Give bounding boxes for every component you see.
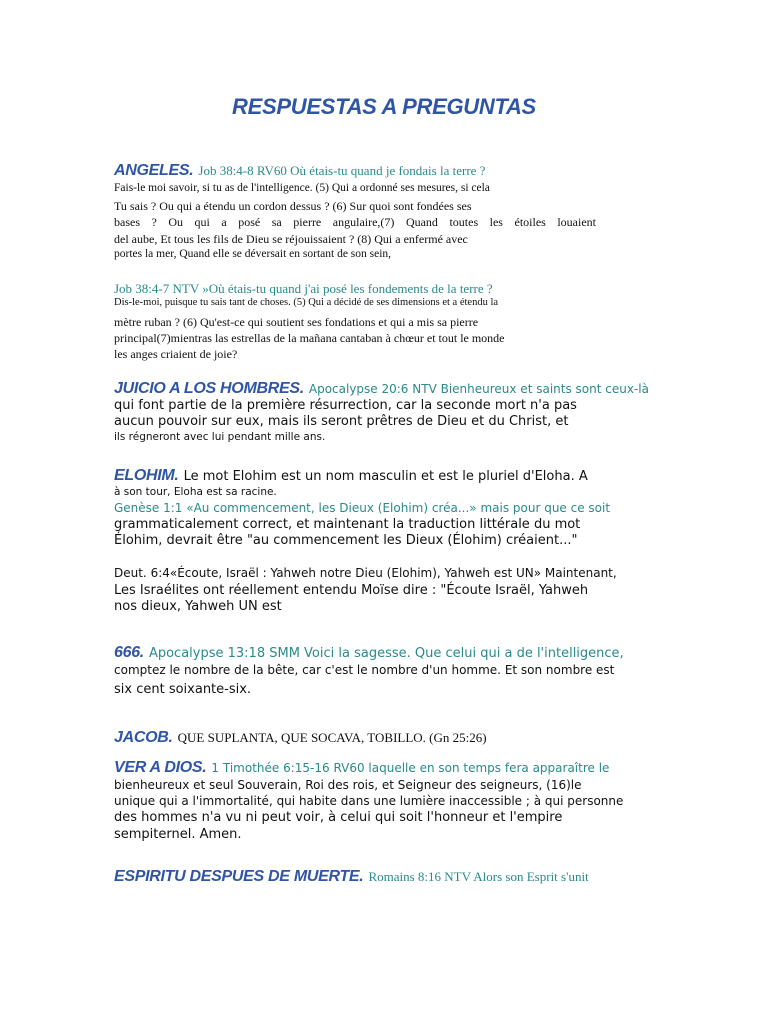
juicio-line-1: qui font partie de la première résurrection, car la seconde mort n'a pas: [114, 398, 577, 413]
n666-reference: Apocalypse 13:18 SMM Voici la sagesse. Que celui qui a de l'intelligence,: [148, 646, 624, 661]
section-heading-elohim: ELOHIM.: [114, 467, 179, 484]
elohim-line-5: Élohim, devrait être "au commencement les Dieux (Élohim) créaient...": [114, 533, 578, 548]
juicio-reference: Apocalypse 20:6 NTV Bienheureux et saints sont ceux-là: [308, 382, 649, 396]
n666-line-1: comptez le nombre de la bête, car c'est le nombre d'un homme. Et son nombre est: [114, 663, 615, 677]
angeles-line-3: bases ? Ou qui a posé sa pierre angulaire,(7) Quand toutes les étoiles louaient: [114, 215, 596, 229]
elohim-line-4: grammaticalement correct, et maintenant la traduction littérale du mot: [114, 517, 581, 532]
section-heading-espiritu: ESPIRITU DESPUES DE MUERTE.: [114, 868, 364, 885]
elohim-reference: Genèse 1:1 «Au commencement, les Dieux (Elohim) créa...» mais pour que ce soit: [114, 501, 611, 515]
verdios-line-3: des hommes n'a vu ni peut voir, à celui qui soit l'honneur et l'empire: [114, 810, 563, 825]
elohim-line-8: nos dieux, Yahweh UN est: [114, 599, 282, 614]
verdios-line-4: sempiternel. Amen.: [114, 827, 242, 842]
jacob-heading-line: [114, 729, 487, 747]
elohim-line-7: Les Israélites ont réellement entendu Moïse dire : "Écoute Israël, Yahweh: [114, 583, 589, 598]
section-heading-ver-a-dios: VER A DIOS.: [114, 759, 207, 776]
juicio-line-3: ils régneront avec lui pendant mille ans.: [114, 431, 326, 443]
section-heading-angeles: ANGELES.: [114, 162, 194, 179]
verdios-line-2: unique qui a l'immortalité, qui habite dans une lumière inaccessible ; à qui personne: [114, 794, 624, 808]
elohim-heading-line: [114, 467, 588, 485]
juicio-line-2: aucun pouvoir sur eux, mais ils seront prêtres de Dieu et du Christ, et: [114, 414, 569, 429]
elohim-line-2: à son tour, Eloha est sa racine.: [114, 486, 277, 498]
angeles-reference-2: Job 38:4-7 NTV »Où étais-tu quand j'ai posé les fondements de la terre ?: [114, 281, 493, 296]
section-heading-666: 666.: [114, 644, 144, 661]
angeles-line-2: Tu sais ? Ou qui a étendu un cordon dessus ? (6) Sur quoi sont fondées ses: [114, 199, 472, 213]
n666-line-2: six cent soixante-six.: [114, 682, 252, 697]
section-heading-jacob: JACOB.: [114, 729, 173, 746]
espiritu-reference: Romains 8:16 NTV Alors son Esprit s'unit: [368, 869, 589, 884]
angeles-line-6: Dis-le-moi, puisque tu sais tant de choses. (5) Qui a décidé de ses dimensions et a étendu la: [114, 297, 499, 308]
elohim-line-1: Le mot Elohim est un nom masculin et est le pluriel d'Eloha. A: [183, 469, 588, 484]
juicio-heading-line: [114, 380, 649, 398]
angeles-line-9: les anges criaient de joie?: [114, 347, 238, 361]
angeles-line-1: Fais-le moi savoir, si tu as de l'intelligence. (5) Qui a ordonné ses mesures, si cela: [114, 182, 490, 194]
angeles-line-4: del aube, Et tous les fils de Dieu se réjouissaient ? (8) Qui a enfermé avec: [114, 232, 468, 246]
verdios-reference: 1 Timothée 6:15-16 RV60 laquelle en son temps fera apparaître le: [211, 761, 610, 775]
angeles-line-8: principal(7)mientras las estrellas de la mañana cantaban à chœur et tout le monde: [114, 331, 505, 345]
page-title: RESPUESTAS A PREGUNTAS: [232, 94, 536, 119]
angeles-reference-1: Job 38:4-8 RV60 Où étais-tu quand je fondais la terre ?: [198, 163, 486, 178]
section-heading-juicio: JUICIO A LOS HOMBRES.: [114, 380, 304, 397]
angeles-heading-line: [114, 162, 485, 180]
jacob-text: QUE SUPLANTA, QUE SOCAVA, TOBILLO. (Gn 25:26): [177, 730, 487, 745]
angeles-line-5: portes la mer, Quand elle se déversait en sortant de son sein,: [114, 248, 392, 260]
espiritu-heading-line: [114, 868, 589, 886]
verdios-heading-line: [114, 759, 609, 777]
verdios-line-1: bienheureux et seul Souverain, Roi des rois, et Seigneur des seigneurs, (16)le: [114, 778, 582, 792]
elohim-line-6: Deut. 6:4«Écoute, Israël : Yahweh notre Dieu (Elohim), Yahweh est UN» Maintenant,: [114, 566, 617, 580]
angeles-line-7: mètre ruban ? (6) Qu'est-ce qui soutient ses fondations et qui a mis sa pierre: [114, 315, 479, 329]
n666-heading-line: [114, 644, 624, 662]
